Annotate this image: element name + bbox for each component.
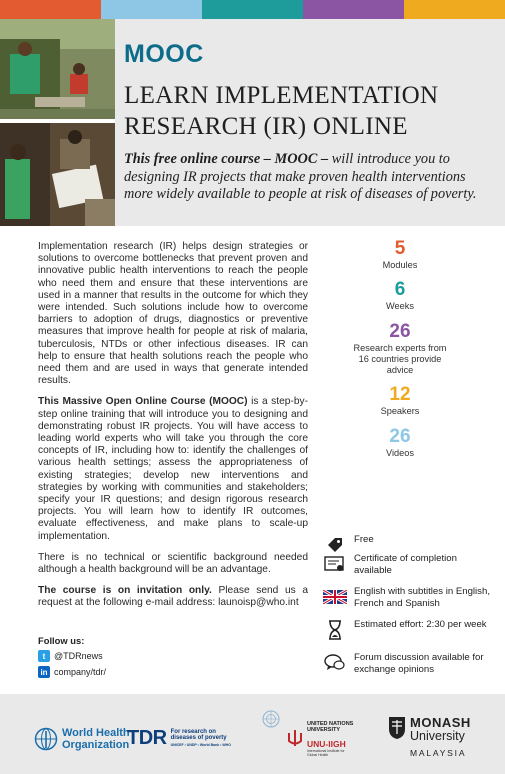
mooc-bold-lead: This Massive Open Online Course (MOOC) [38,396,248,408]
contact-email-link[interactable]: launoisp@who.int [218,597,299,609]
stat-number: 26 [389,320,411,342]
invitation-text: Please send us a request at the following e-mail address: [38,585,308,609]
tdr-wordmark: TDR [127,727,167,749]
unu-line-1: UNITED NATIONS [307,721,354,727]
monash-university: University [410,729,465,743]
linkedin-icon: in [38,666,50,678]
tdr-sponsors: UNICEF • UNDP • World Bank • WHO [170,742,231,747]
stripe-purple [303,0,404,19]
unu-iigh-name: UNU-IIGH [307,739,346,749]
stripe-light-blue [101,0,202,19]
linkedin-handle: company/tdr/ [54,667,107,677]
follow-heading: Follow us: [38,635,85,646]
mooc-text: is a step-by-step online training that will introduce you to designing and demonstrating robust IR projects. You will have access to leading world experts who will take you through the core concepts of IR, including how to: identify the challenges of various health settings; assess the appropriateness of existing strategies; develop new interventions and strategies by working with communities and stakeholders; specify your IR questions; and design rigorous research projects. You will learn how to identify IR outcomes, evaluate effectiveness, and make plans to scale-up implementation. [38,396,308,542]
twitter-handle: @TDRnews [54,651,103,661]
uk-flag-icon [322,586,348,608]
course-description [38,241,308,619]
invitation-bold: The course is on invitation only. [38,585,212,597]
stat-number: 26 [389,425,411,447]
feature-item [322,619,492,641]
feature-item [322,652,492,675]
paragraph-background: There is no technical or scientific background needed although a health background will be an advantage. [38,551,308,576]
stat-item [350,238,450,271]
tdr-tagline-2: diseases of poverty [170,735,227,742]
mooc-heading: MOOC [124,40,204,68]
feature-item [322,553,492,576]
stat-label: Speakers [380,406,420,417]
stat-item [350,279,450,312]
stat-number: 5 [394,238,406,259]
stat-number: 6 [394,279,406,301]
paragraph-ir-intro: Implementation research (IR) helps design strategies or solutions to overcome bottlenecks that prevent proven and innovative public health interventions to reach the people who need them and ensure that these interventions are used in a manner that results in the outcome for which they were intended. Such solutions include how to overcome barriers to adoption of drugs, diagnostics or preventive measures that improve health for people at risk of malaria, tuberculosis, NTDs or other infectious diseases. IR can help to ensure that health solutions reach the people who need them and are used in ways that generate intended results. [38,241,308,387]
un-emblem [262,710,280,733]
title-line-2: RESEARCH (IR) ONLINE [124,113,408,140]
monash-logo [388,716,471,758]
unu-line-2: UNIVERSITY [307,727,341,733]
title-line-1: LEARN IMPLEMENTATION [124,82,439,109]
unu-iigh-subtitle: International Institute for Global Health [307,749,345,757]
stat-item [350,384,450,417]
feature-text: Estimated effort: 2:30 per week [354,619,487,630]
stripe-yellow [404,0,505,19]
stripe-teal [202,0,303,19]
color-stripe-bar [0,0,505,19]
stat-label: Videos [386,447,414,458]
monash-name: MONASH [410,715,471,730]
speech-bubbles-icon [322,652,348,674]
hourglass-icon [322,619,348,641]
twitter-link[interactable] [38,650,106,662]
paragraph-invitation [38,585,308,609]
subtitle-rest: will introduce you to designing IR projects that make proven health interventions more widely available to people at risk of diseases of poverty. [124,151,477,202]
header-photo [0,19,115,226]
tdr-tagline-1: For research on [170,728,216,735]
feature-text: Certificate of completion available [354,553,457,576]
who-line-1: World Health [62,727,130,739]
follow-us [38,635,106,682]
subtitle-bold: This free online course – MOOC – [124,151,329,167]
monash-crest-icon [388,716,406,740]
stat-label: Modules [382,260,418,270]
un-emblem-icon [262,710,280,728]
stripe-orange [0,0,101,19]
unu-iigh-logo [286,721,366,757]
tdr-logo [127,727,231,750]
certificate-icon [322,553,348,575]
unu-emblem-icon [286,729,304,747]
linkedin-link[interactable] [38,666,106,678]
stat-number: 12 [389,384,411,406]
who-logo [34,727,130,751]
stat-item [350,321,450,377]
feature-text: Free [354,534,374,545]
monash-malaysia: MALAYSIA [410,748,467,758]
subtitle [124,151,496,204]
course-stats [350,238,450,467]
feature-text: English with subtitles in English, French and Spanish [354,586,490,609]
twitter-icon: t [38,650,50,662]
stat-label: Weeks [386,301,414,312]
paragraph-mooc [38,396,308,542]
feature-text: Forum discussion available for exchange opinions [354,652,484,675]
who-line-2: Organization [62,739,130,751]
who-emblem-icon [34,727,58,751]
stat-item [350,426,450,459]
stat-label: Research experts from 16 countries provide advice [353,342,447,376]
page-title [124,80,494,142]
feature-item [322,586,492,609]
